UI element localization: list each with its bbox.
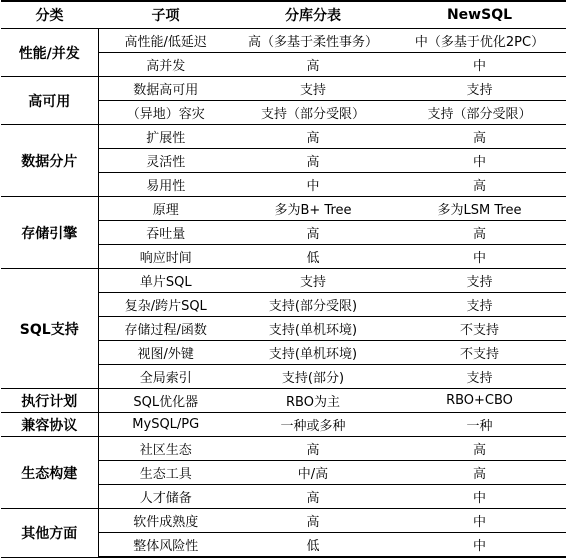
table-row: [1, 437, 566, 461]
subitem-cell: （异地）容灾: [98, 101, 233, 125]
sharding-cell: 高: [233, 149, 393, 173]
category-cell: SQL支持: [1, 269, 98, 389]
newsql-cell: 多为LSM Tree: [393, 197, 566, 221]
sharding-cell: 中: [233, 173, 393, 197]
sharding-cell: 低: [233, 533, 393, 558]
sharding-cell: 一种或多种: [233, 413, 393, 437]
newsql-cell: 中: [393, 245, 566, 269]
category-cell: 性能/并发: [1, 29, 98, 77]
category-cell: 其他方面: [1, 509, 98, 558]
newsql-cell: 中: [393, 509, 566, 533]
table-row: [1, 125, 566, 149]
subitem-cell: 灵活性: [98, 149, 233, 173]
subitem-cell: 数据高可用: [98, 77, 233, 101]
header-category: 分类: [1, 1, 98, 29]
table-row: [1, 509, 566, 533]
table-body: [1, 29, 566, 558]
subitem-cell: SQL优化器: [98, 389, 233, 413]
sharding-cell: 支持(单机环境): [233, 341, 393, 365]
table-row: [1, 413, 566, 437]
sharding-cell: 中/高: [233, 461, 393, 485]
newsql-cell: 支持: [393, 293, 566, 317]
subitem-cell: 吞吐量: [98, 221, 233, 245]
sharding-cell: 高: [233, 485, 393, 509]
sharding-cell: 低: [233, 245, 393, 269]
table-row: [1, 197, 566, 221]
sharding-cell: 支持: [233, 269, 393, 293]
category-cell: 兼容协议: [1, 413, 98, 437]
header-subitem: 子项: [98, 1, 233, 29]
sharding-cell: 支持（部分受限）: [233, 101, 393, 125]
category-cell: 存储引擎: [1, 197, 98, 269]
sharding-cell: 支持(单机环境): [233, 317, 393, 341]
subitem-cell: 社区生态: [98, 437, 233, 461]
newsql-cell: 不支持: [393, 341, 566, 365]
category-cell: 执行计划: [1, 389, 98, 413]
table-row: [1, 29, 566, 53]
newsql-cell: 中: [393, 149, 566, 173]
category-cell: 生态构建: [1, 437, 98, 509]
subitem-cell: MySQL/PG: [98, 413, 233, 437]
newsql-cell: 中: [393, 485, 566, 509]
subitem-cell: 响应时间: [98, 245, 233, 269]
newsql-cell: 高: [393, 221, 566, 245]
comparison-table: [1, 0, 566, 558]
newsql-cell: 高: [393, 461, 566, 485]
sharding-cell: RBO为主: [233, 389, 393, 413]
sharding-cell: 支持(部分受限): [233, 293, 393, 317]
sharding-cell: 高: [233, 221, 393, 245]
table-row: [1, 269, 566, 293]
subitem-cell: 易用性: [98, 173, 233, 197]
header-sharding: 分库分表: [233, 1, 393, 29]
subitem-cell: 高并发: [98, 53, 233, 77]
subitem-cell: 人才储备: [98, 485, 233, 509]
sharding-cell: 高: [233, 509, 393, 533]
category-cell: 高可用: [1, 77, 98, 125]
sharding-cell: 高: [233, 53, 393, 77]
table-header-row: [1, 1, 566, 29]
sharding-cell: 支持: [233, 77, 393, 101]
subitem-cell: 软件成熟度: [98, 509, 233, 533]
sharding-cell: 高: [233, 125, 393, 149]
newsql-cell: 高: [393, 173, 566, 197]
newsql-cell: 中: [393, 53, 566, 77]
newsql-cell: 支持: [393, 77, 566, 101]
sharding-cell: 支持(部分): [233, 365, 393, 389]
newsql-cell: 中: [393, 533, 566, 558]
table-row: [1, 389, 566, 413]
newsql-cell: 一种: [393, 413, 566, 437]
newsql-cell: 高: [393, 125, 566, 149]
subitem-cell: 全局索引: [98, 365, 233, 389]
sharding-cell: 高（多基于柔性事务）: [233, 29, 393, 53]
header-newsql: NewSQL: [393, 1, 566, 29]
table-row: [1, 77, 566, 101]
subitem-cell: 复杂/跨片SQL: [98, 293, 233, 317]
sharding-cell: 多为B+ Tree: [233, 197, 393, 221]
subitem-cell: 存储过程/函数: [98, 317, 233, 341]
subitem-cell: 单片SQL: [98, 269, 233, 293]
newsql-cell: 支持: [393, 365, 566, 389]
subitem-cell: 扩展性: [98, 125, 233, 149]
newsql-cell: 不支持: [393, 317, 566, 341]
subitem-cell: 生态工具: [98, 461, 233, 485]
sharding-cell: 高: [233, 437, 393, 461]
newsql-cell: 支持: [393, 269, 566, 293]
subitem-cell: 原理: [98, 197, 233, 221]
subitem-cell: 视图/外键: [98, 341, 233, 365]
newsql-cell: RBO+CBO: [393, 389, 566, 413]
newsql-cell: 中（多基于优化2PC）: [393, 29, 566, 53]
subitem-cell: 整体风险性: [98, 533, 233, 558]
category-cell: 数据分片: [1, 125, 98, 197]
subitem-cell: 高性能/低延迟: [98, 29, 233, 53]
newsql-cell: 高: [393, 437, 566, 461]
newsql-cell: 支持（部分受限）: [393, 101, 566, 125]
